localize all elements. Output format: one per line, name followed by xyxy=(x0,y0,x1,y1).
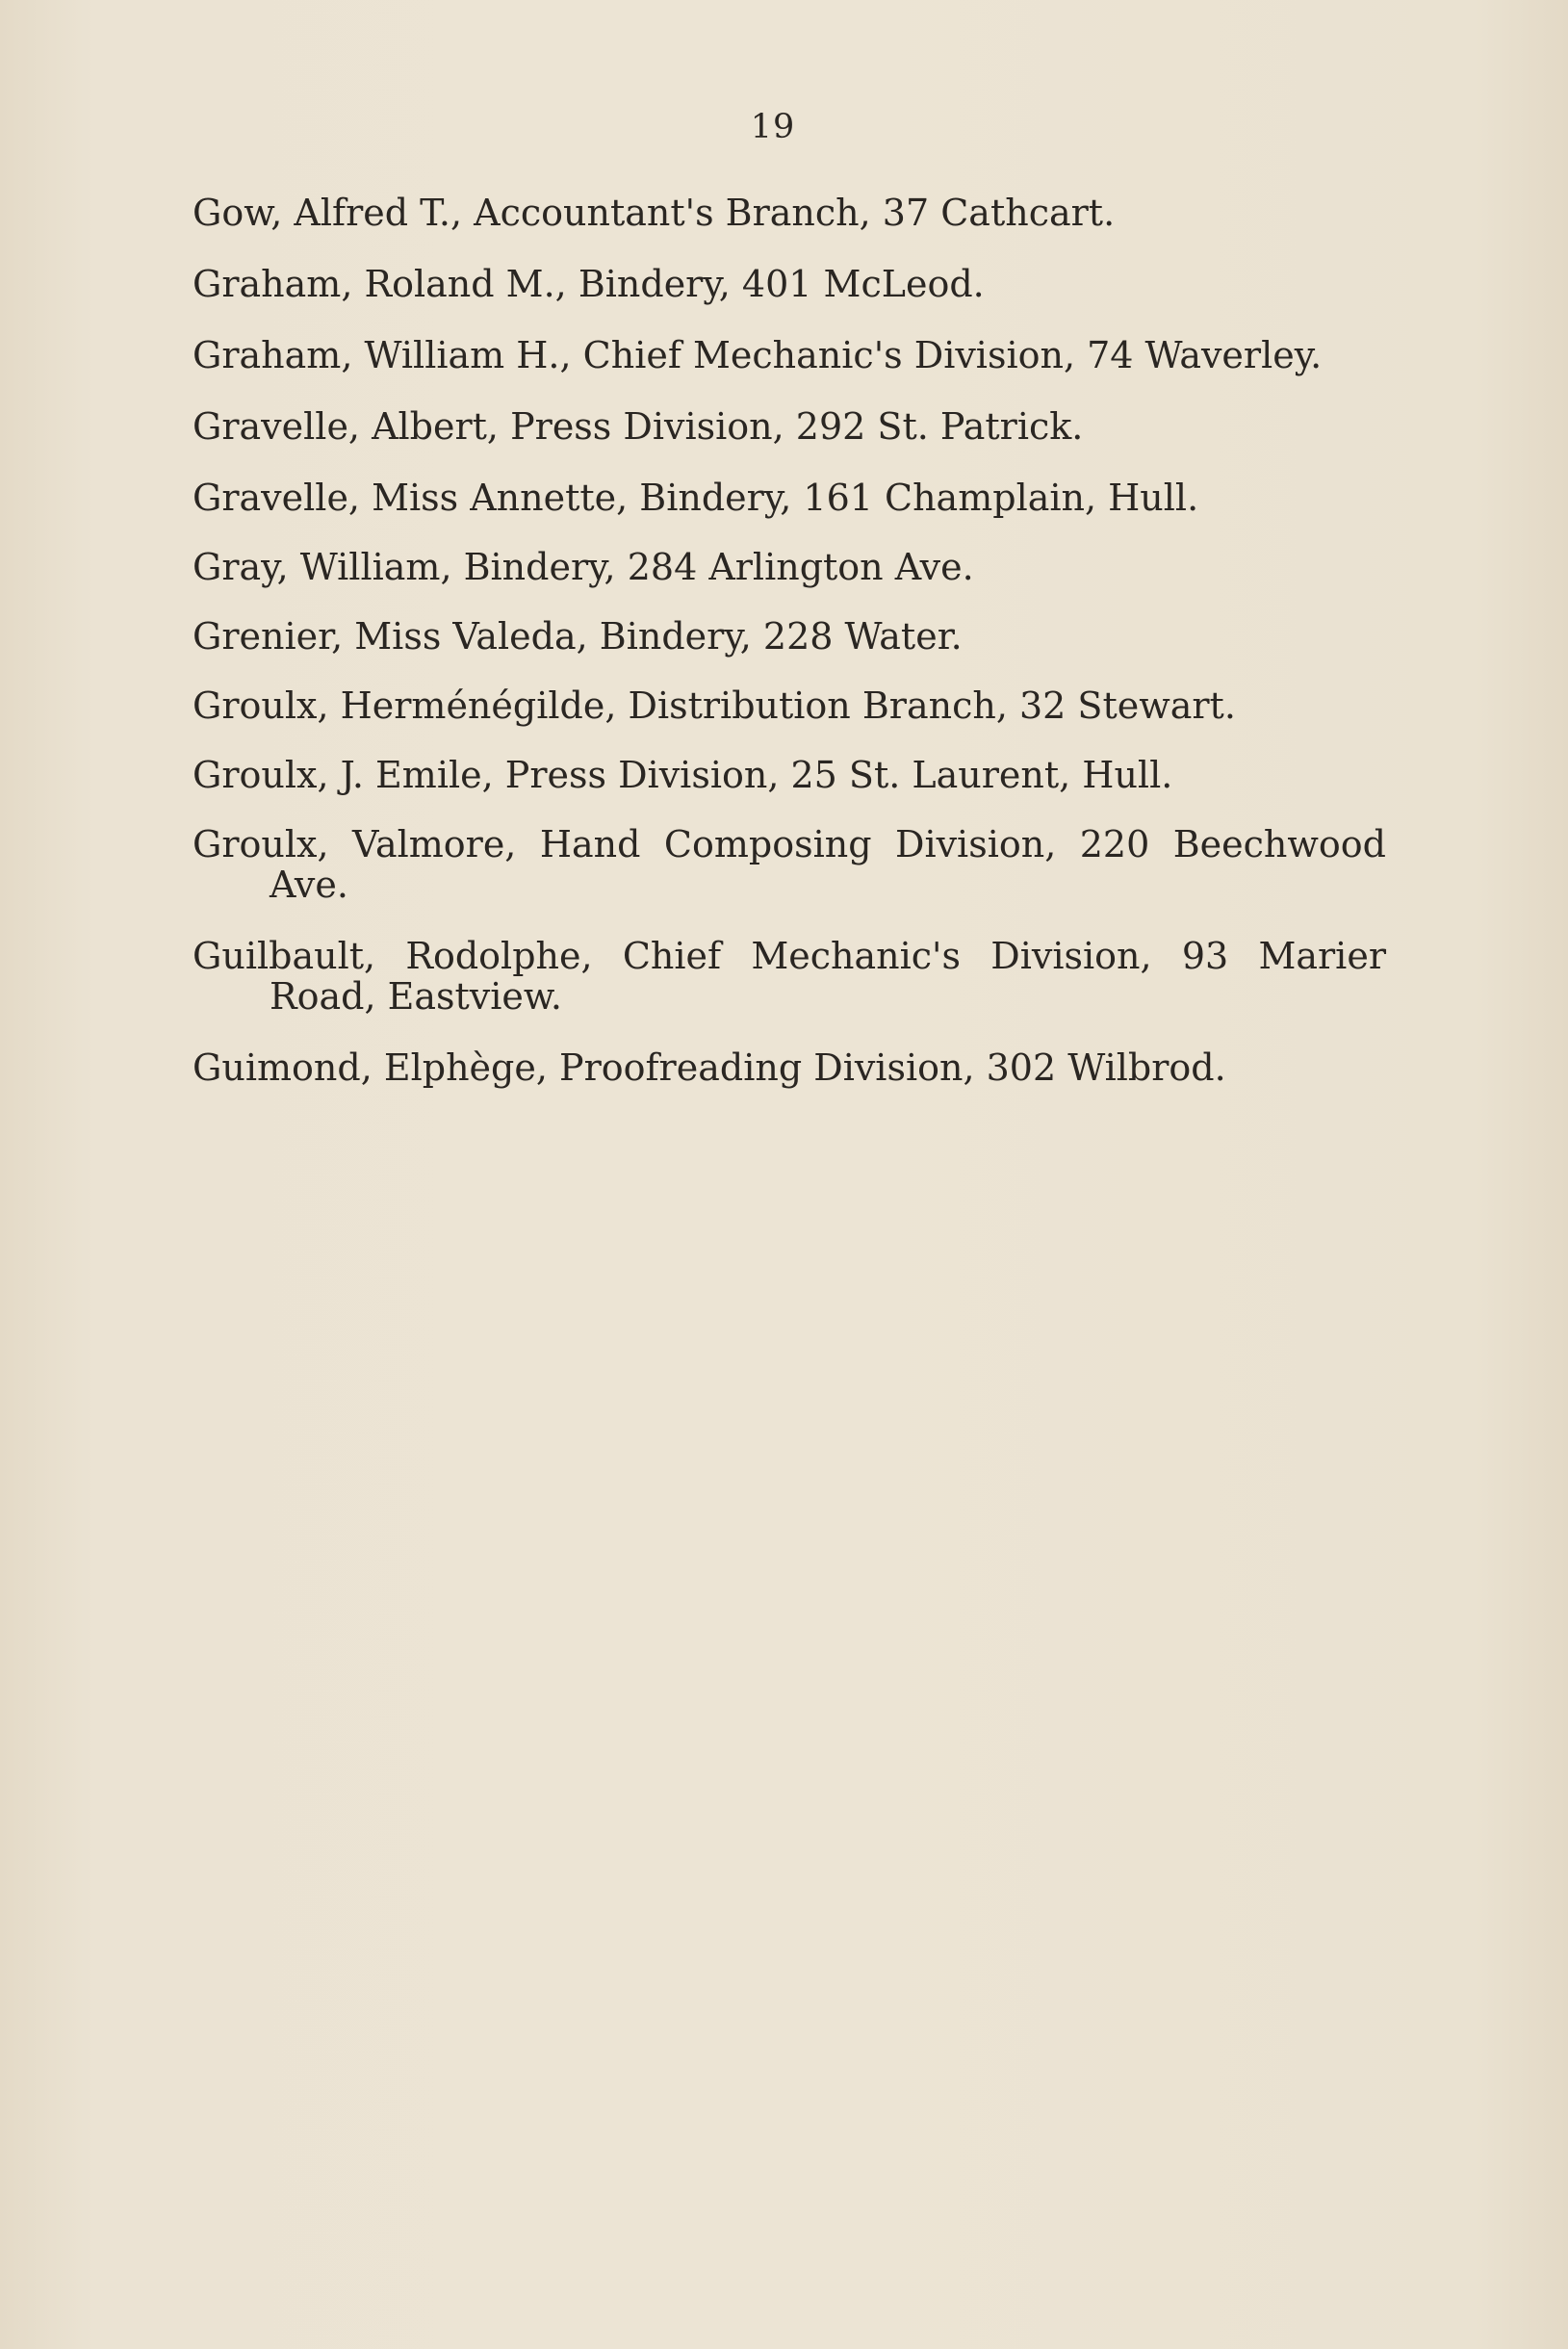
directory-entry: Groulx, J. Emile, Press Division, 25 St. Laurent, Hull. xyxy=(193,754,1173,796)
directory-entry: Grenier, Miss Valeda, Bindery, 228 Water. xyxy=(193,615,963,658)
directory-entry: Guilbault, Rodolphe, Chief Mechanic's Division, 93 Marier Road, Eastview. xyxy=(193,935,1386,1018)
directory-entry: Gow, Alfred T., Accountant's Branch, 37 Cathcart. xyxy=(193,192,1116,234)
directory-entry: Guimond, Elphège, Proofreading Division, 302 Wilbrod. xyxy=(193,1046,1226,1089)
directory-entry: Graham, William H., Chief Mechanic's Division, 74 Waverley. xyxy=(193,334,1323,376)
page-number: 19 xyxy=(750,108,796,146)
directory-entry: Groulx, Valmore, Hand Composing Division, 220 Beechwood Ave. xyxy=(193,823,1386,906)
directory-list xyxy=(193,193,1386,1119)
directory-entry: Gray, William, Bindery, 284 Arlington Ave. xyxy=(193,546,974,588)
directory-entry: Graham, Roland M., Bindery, 401 McLeod. xyxy=(193,263,985,305)
directory-entry: Gravelle, Albert, Press Division, 292 St. Patrick. xyxy=(193,405,1084,448)
directory-entry: Gravelle, Miss Annette, Bindery, 161 Champlain, Hull. xyxy=(193,477,1199,519)
directory-entry: Groulx, Herménégilde, Distribution Branch, 32 Stewart. xyxy=(193,684,1236,727)
